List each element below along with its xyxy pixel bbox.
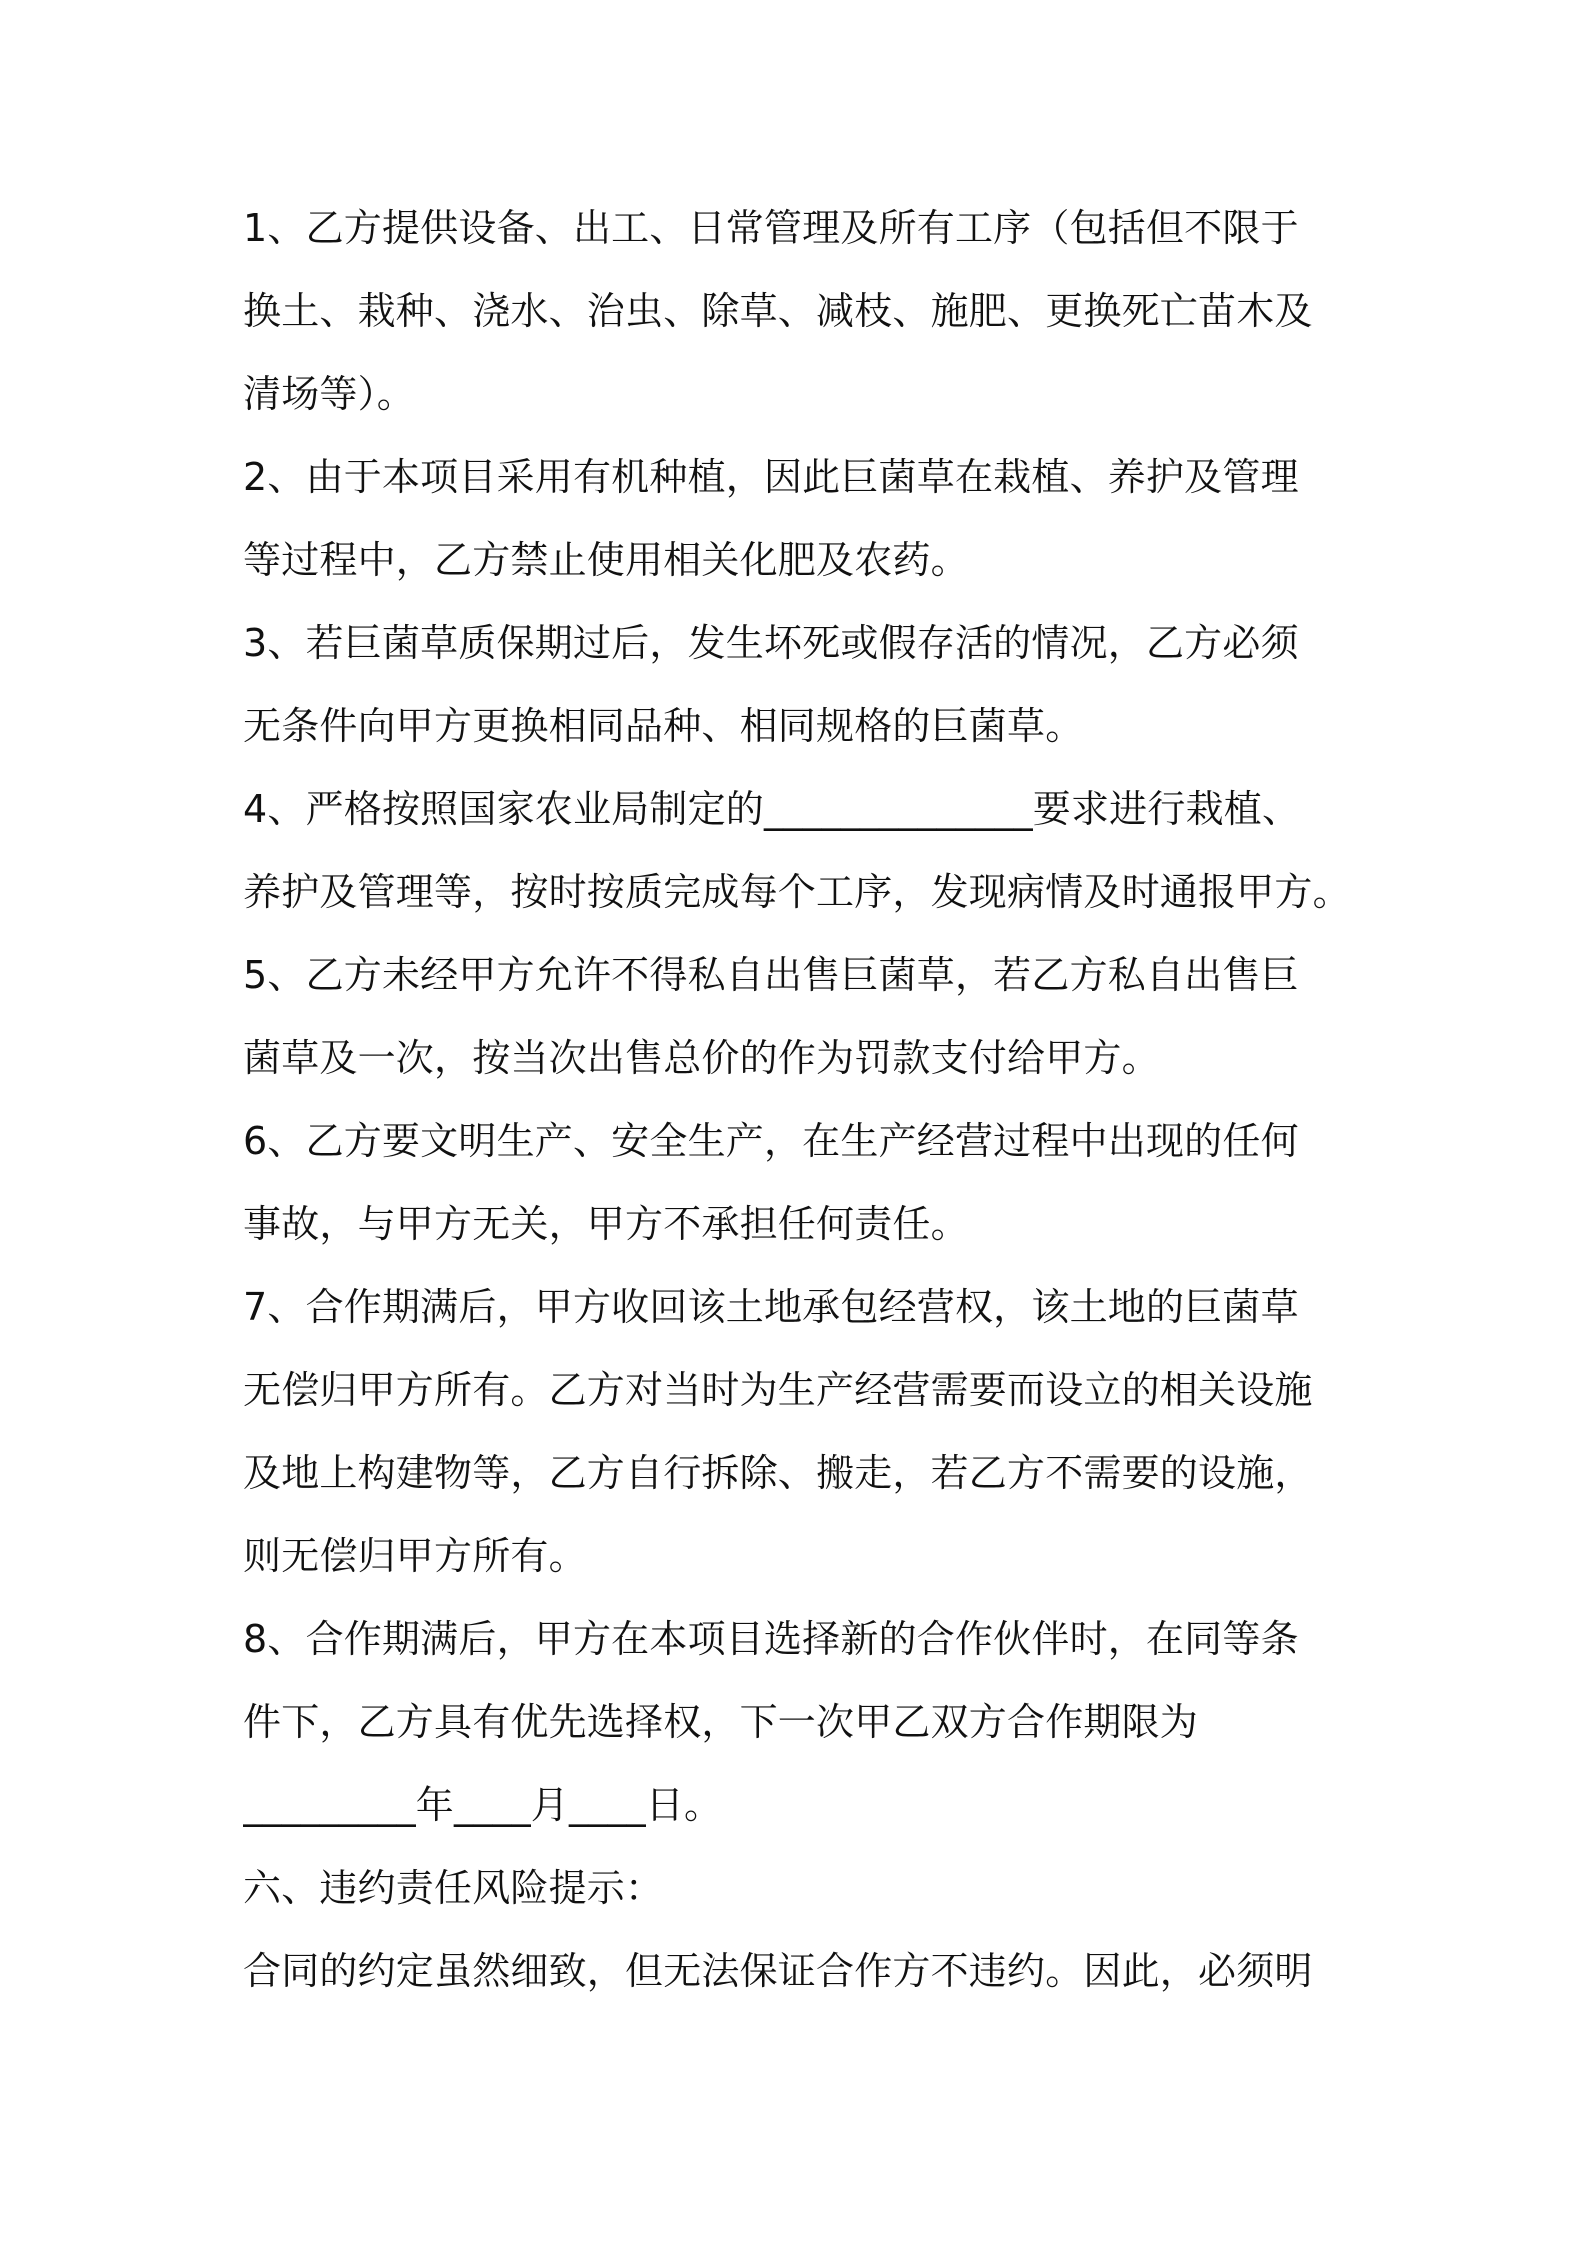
clause-3-line-2: 无条件向甲方更换相同品种、相同规格的巨菌草。 <box>243 704 1084 748</box>
clause-7-line-3: 及地上构建物等，乙方自行拆除、搬走，若乙方不需要的设施， <box>243 1451 1313 1495</box>
clause-7-line-2: 无偿归甲方所有。乙方对当时为生产经营需要而设立的相关设施 <box>243 1368 1313 1412</box>
clause-6-line-1: 6、乙方要文明生产、安全生产，在生产经营过程中出现的任何 <box>243 1119 1299 1163</box>
clause-4-line-2: 养护及管理等，按时按质完成每个工序，发现病情及时通报甲方。 <box>243 870 1351 914</box>
section-heading: 六、违约责任风险提示： <box>243 1866 664 1910</box>
clause-8-line-3: _________年____月____日。 <box>243 1783 723 1827</box>
clause-8-line-1: 8、合作期满后，甲方在本项目选择新的合作伙伴时，在同等条 <box>243 1617 1299 1661</box>
clause-1-line-1: 1、乙方提供设备、出工、日常管理及所有工序（包括但不限于 <box>243 206 1299 250</box>
clause-4-line-1: 4、严格按照国家农业局制定的______________要求进行栽植、 <box>243 787 1301 831</box>
clause-1-line-2: 换土、栽种、浇水、治虫、除草、减枝、施肥、更换死亡苗木及 <box>243 289 1313 333</box>
clause-7-line-1: 7、合作期满后，甲方收回该土地承包经营权，该土地的巨菌草 <box>243 1285 1299 1329</box>
section-body-line-1: 合同的约定虽然细致，但无法保证合作方不违约。因此，必须明 <box>243 1949 1313 1993</box>
clause-5-line-2: 菌草及一次，按当次出售总价的作为罚款支付给甲方。 <box>243 1036 1160 1080</box>
clause-2-line-2: 等过程中，乙方禁止使用相关化肥及农药。 <box>243 538 969 582</box>
clause-8-line-2: 件下，乙方具有优先选择权，下一次甲乙双方合作期限为 <box>243 1700 1199 1744</box>
clause-6-line-2: 事故，与甲方无关，甲方不承担任何责任。 <box>243 1202 969 1246</box>
clause-5-line-1: 5、乙方未经甲方允许不得私自出售巨菌草，若乙方私自出售巨 <box>243 953 1299 997</box>
clause-3-line-1: 3、若巨菌草质保期过后，发生坏死或假存活的情况，乙方必须 <box>243 621 1299 665</box>
clause-1-line-3: 清场等）。 <box>243 372 416 416</box>
clause-7-line-4: 则无偿归甲方所有。 <box>243 1534 587 1578</box>
clause-2-line-1: 2、由于本项目采用有机种植，因此巨菌草在栽植、养护及管理 <box>243 455 1299 499</box>
